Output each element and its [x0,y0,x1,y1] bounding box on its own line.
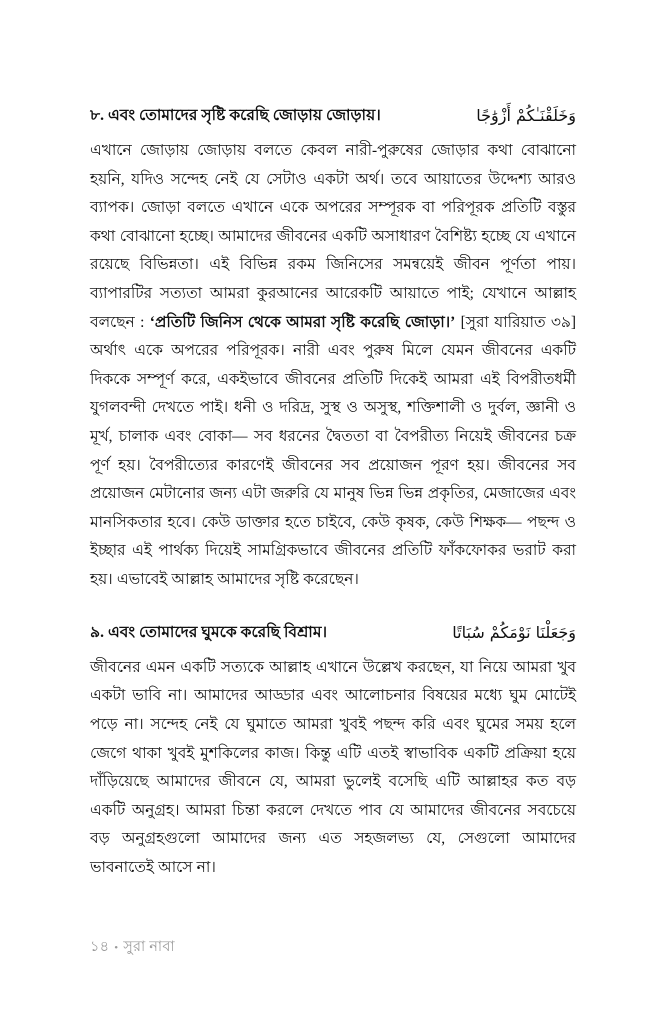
paragraph-9-part-1: জীবনের এমন একটি সত্যকে আল্লাহ এখানে উল্লেখ করছেন, যা নিয়ে আমরা খুব একটা ভাবি না। আমাদের আড্ডার এবং আলোচনার বিষয়ের মধ্যে ঘুম মোটেই পড়ে না। সন্দেহ নেই যে ঘুমাতে আমরা খুবই পছন্দ করি এবং ঘুমের সময় হলে জেগে থাকা খুবই মুশকিলের কাজ। কিন্তু এটি এতই স্বাভাবিক একটি প্রক্রিয়া হয়ে দাঁড়িয়েছে আমাদের জীবনে যে, আমরা ভুলেই বসেছি এটি আল্লাহর কত বড় একটি অনুগ্রহ। আমরা চিন্তা করলে দেখতে পাব যে আমাদের জীবনের সবচেয়ে বড় অনুগ্রহগুলো আমাদের জন্য এত সহজলভ্য যে, সেগুলো আমাদের ভাবনাতেই আসে না। [90,658,576,876]
section-spacer [90,595,576,621]
page-footer [90,936,576,960]
footer-page-number: ১৪ [90,939,110,955]
verse-heading-8 [90,104,576,127]
paragraph-8-quran-quote: ‘প্রতিটি জিনিস থেকে আমরা সৃষ্টি করেছি জোড়া।’ [149,313,456,331]
verse-heading-9-arabic: وَجَعَلْنَا نَوْمَكُمْ سُبَاتًا [452,622,576,642]
paragraph-8 [90,137,576,595]
verse-heading-8-bengali: ৮. এবং তোমাদের সৃষ্টি করেছি জোড়ায় জোড়ায়। [90,107,381,124]
verse-heading-8-arabic: وَخَلَقْنَـٰكُمْ أَزْوَٰجًا [476,106,576,125]
paragraph-9 [90,654,576,883]
footer-separator: • [114,941,119,954]
verse-heading-9 [90,621,576,644]
verse-heading-9-bengali: ৯. এবং তোমাদের ঘুমকে করেছি বিশ্রাম। [90,623,328,641]
page-content [90,104,576,882]
footer-surah-name: সুরা নাবা [123,939,175,955]
paragraph-8-part-1: এখানে জোড়ায় জোড়ায় বলতে কেবল নারী-পুরুষের জোড়ার কথা বোঝানো হয়নি, যদিও সন্দেহ নেই যে সেটাও একটা অর্থ। তবে আয়াতের উদ্দেশ্য আরও ব্যাপক। জোড়া বলতে এখানে একে অপরের সম্পূরক বা পরিপূরক প্রতিটি বস্তুর কথা বোঝানো হচ্ছে। আমাদের জীবনের একটি অসাধারণ বৈশিষ্ট্য হচ্ছে যে এখানে রয়েছে বিভিন্নতা। এই বিভিন্ন রকম জিনিসের সমন্বয়েই জীবন পূর্ণতা পায়। ব্যাপারটির সত্যতা আমরা কুরআনের আরেকটি আয়াতে পাই; যেখানে আল্লাহ বলছেন : [90,142,576,331]
paragraph-8-part-3: [সুরা যারিয়াত ৩৯] অর্থাৎ একে অপরের পরিপূরক। নারী এবং পুরুষ মিলে যেমন জীবনের একটি দিককে সম্পূর্ণ করে, একইভাবে জীবনের প্রতিটি দিকেই আমরা এই বিপরীতধর্মী যুগলবন্দী দেখতে পাই। ধনী ও দরিদ্র, সুস্থ ও অসুস্থ, শক্তিশালী ও দুর্বল, জ্ঞানী ও মূর্খ, চালাক এবং বোকা— সব ধরনের দ্বৈততা বা বৈপরীত্য নিয়েই জীবনের চক্র পূর্ণ হয়। বৈপরীত্যের কারণেই জীবনের সব প্রয়োজন পূরণ হয়। জীবনের সব প্রয়োজন মেটানোর জন্য এটা জরুরি যে মানুষ ভিন্ন ভিন্ন প্রকৃতির, মেজাজের এবং মানসিকতার হবে। কেউ ডাক্তার হতে চাইবে, কেউ কৃষক, কেউ শিক্ষক— পছন্দ ও ইচ্ছার এই পার্থক্য দিয়েই সামগ্রিকভাবে জীবনের প্রতিটি ফাঁকফোকর ভরাট করা হয়। এভাবেই আল্লাহ আমাদের সৃষ্টি করেছেন। [90,313,577,589]
